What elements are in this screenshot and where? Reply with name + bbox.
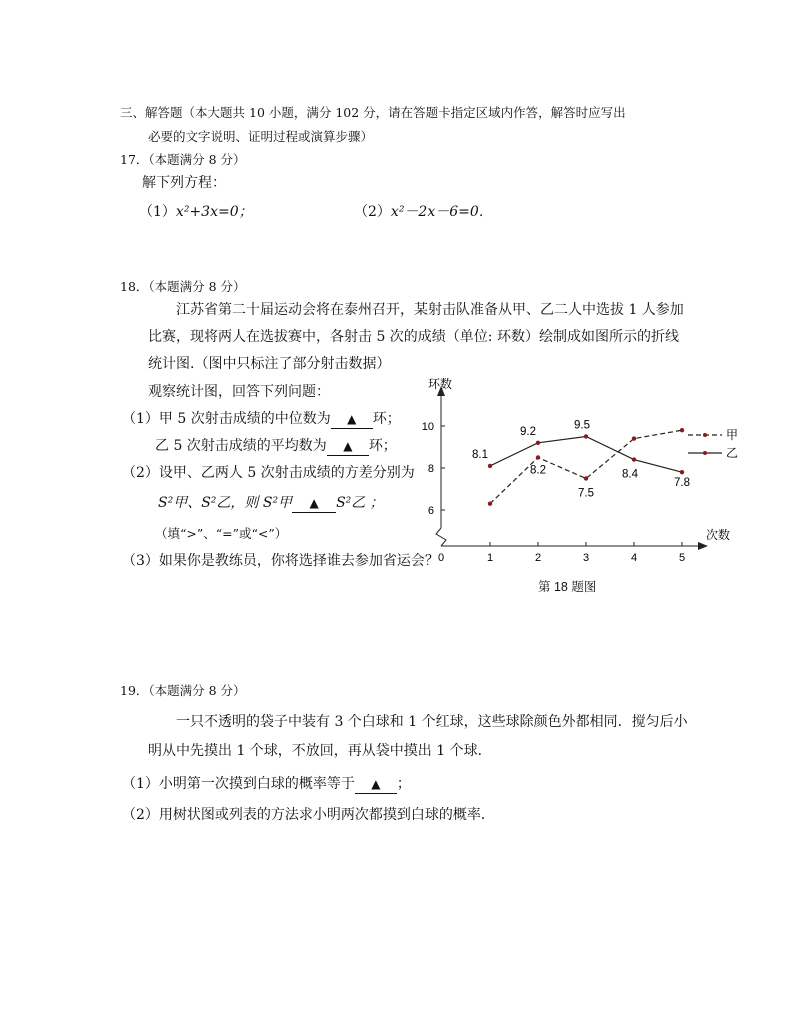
data-point	[680, 470, 684, 474]
q17-part1	[139, 203, 253, 221]
q19-part1	[122, 775, 411, 794]
y-tick-label: 8	[427, 463, 434, 475]
q19-header	[120, 682, 246, 700]
data-point	[584, 434, 588, 438]
legend-label: 甲	[726, 428, 739, 442]
x-tick-label: 4	[630, 552, 638, 564]
series-line-yi	[490, 437, 682, 473]
y-tick-label: 6	[427, 505, 434, 517]
q19-stem-1: 一只不透明的袋子中装有 3 个白球和 1 个红球，这些球除颜色外都相同．搅匀后小	[176, 714, 688, 730]
data-point	[584, 476, 588, 480]
x-axis-title: 次数	[706, 528, 731, 542]
data-point	[680, 428, 684, 432]
x-tick-label: 5	[678, 552, 686, 564]
answer-blank[interactable]: ▲	[327, 437, 369, 456]
legend-marker	[703, 451, 707, 455]
q17-header	[120, 151, 246, 169]
q18-part2-vars-text: S²甲、S²乙，则 S²甲	[158, 495, 293, 511]
x-tick-label: 2	[534, 552, 542, 564]
q18-score: （本题满分 8 分）	[148, 279, 246, 294]
q18-part1b	[155, 437, 397, 456]
q18-part2-fill: （填“>”、“=”或“<”）	[155, 526, 288, 541]
legend-marker	[703, 433, 707, 437]
q18-header	[120, 278, 246, 296]
q18-part2: （2）设甲、乙两人 5 次射击成绩的方差分别为	[122, 465, 415, 481]
q19-score: （本题满分 8 分）	[148, 683, 246, 698]
data-label: 9.2	[520, 425, 536, 438]
q18-stem-1: 江苏省第二十届运动会将在泰州召开，某射击队准备从甲、乙二人中选拔 1 人参加	[176, 302, 684, 318]
legend-label: 乙	[726, 446, 739, 460]
x-axis-arrow	[698, 542, 708, 550]
x-tick-label: 0	[437, 552, 445, 564]
x-tick-label: 3	[582, 552, 590, 564]
q18-part2-vars-end: S²乙 ；	[336, 495, 384, 511]
q19-part1-end: ；	[396, 776, 411, 792]
data-label: 9.5	[574, 419, 590, 432]
q17-part2-label: （2）	[354, 204, 391, 220]
q18-part3: （3）如果你是教练员，你将选择谁去参加省运会？	[122, 553, 439, 569]
y-tick-label: 10	[421, 421, 434, 433]
x-tick-label: 1	[486, 552, 494, 564]
data-point	[488, 502, 492, 506]
data-label: 7.5	[578, 487, 594, 500]
q19-part2: （2）用树状图或列表的方法求小明两次都摸到白球的概率．	[122, 807, 495, 823]
data-point	[632, 457, 636, 461]
q17-prompt: 解下列方程：	[142, 175, 226, 191]
q18-observe: 观察统计图，回答下列问题：	[148, 384, 330, 400]
section-title: 三、解答题	[120, 105, 183, 120]
answer-blank[interactable]: ▲	[355, 775, 397, 794]
q17-score: （本题满分 8 分）	[148, 152, 246, 167]
data-point	[536, 455, 540, 459]
chart-caption: 第 18 题图	[538, 580, 597, 594]
q18-number: 18．	[120, 279, 149, 294]
q17-number: 17．	[120, 152, 149, 167]
chart-axes	[428, 376, 730, 550]
y-axis-break	[436, 528, 446, 546]
q18-stem-3: 统计图.（图中只标注了部分射击数据）	[148, 356, 391, 372]
q18-part1a-text: （1）甲 5 次射击成绩的中位数为	[122, 411, 331, 427]
data-label: 8.4	[622, 468, 638, 481]
data-point	[488, 464, 492, 468]
q17-part1-label: （1）	[139, 204, 176, 220]
data-point	[632, 436, 636, 440]
q17-part2	[354, 203, 493, 221]
data-label: 8.1	[472, 448, 488, 461]
data-point	[536, 441, 540, 445]
data-label: 8.2	[530, 464, 546, 477]
section-instructions-1: （本大题共 10 小题，满分 102 分，请在答题卡指定区域内作答，解答时应写出	[182, 105, 626, 120]
q19-stem-2: 明从中先摸出 1 个球，不放回，再从袋中摸出 1 个球．	[148, 743, 492, 759]
q17-part2-equation: x²－2x－6=0．	[390, 204, 493, 220]
q18-part1a	[122, 410, 401, 429]
q18-part2-vars	[158, 494, 384, 513]
q19-part1-text: （1）小明第一次摸到白球的概率等于	[122, 776, 355, 792]
q18-line-chart	[400, 370, 740, 600]
data-label: 7.8	[674, 477, 690, 490]
q18-part1b-text: 乙 5 次射击成绩的平均数为	[155, 438, 327, 454]
section-instructions-2: 必要的文字说明、证明过程或演算步骤）	[148, 129, 374, 144]
q18-part1a-unit: 环；	[372, 411, 401, 427]
q18-stem-2: 比赛，现将两人在选拔赛中，各射击 5 次的成绩（单位: 环数）绘制成如图所示的折线	[148, 329, 679, 345]
q17-part1-equation: x²+3x=0；	[175, 204, 253, 220]
answer-blank[interactable]: ▲	[292, 494, 336, 513]
q19-number: 19．	[120, 683, 149, 698]
q18-part1b-unit: 环；	[368, 438, 397, 454]
y-axis-title: 环数	[428, 377, 453, 391]
section-heading	[120, 104, 626, 122]
answer-blank[interactable]: ▲	[331, 410, 373, 429]
